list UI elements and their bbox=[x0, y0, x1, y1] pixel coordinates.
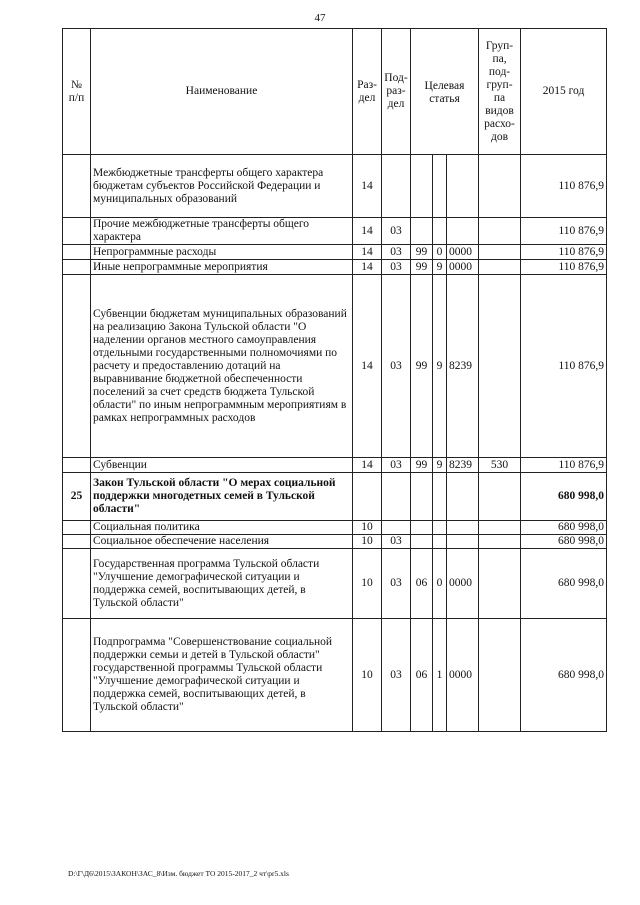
row-amount: 110 876,9 bbox=[521, 458, 607, 473]
row-amount: 110 876,9 bbox=[521, 218, 607, 245]
row-podrazdel: 03 bbox=[382, 275, 411, 458]
row-cs-direction bbox=[447, 155, 479, 218]
row-cs-program bbox=[411, 473, 433, 521]
budget-table bbox=[62, 28, 607, 732]
row-name: Непрограммные расходы bbox=[91, 245, 353, 260]
row-gruppa bbox=[479, 275, 521, 458]
row-cs-direction bbox=[447, 521, 479, 535]
table-row bbox=[63, 245, 607, 260]
header-celevaya-statya: Целевая статья bbox=[411, 29, 479, 155]
row-cs-direction bbox=[447, 218, 479, 245]
row-cs-program: 06 bbox=[411, 619, 433, 732]
row-number bbox=[63, 245, 91, 260]
header-gruppa: Груп- па, под- груп- па видов расхо- дов bbox=[479, 29, 521, 155]
page-number: 47 bbox=[314, 12, 326, 24]
row-name: Субвенции бюджетам муниципальных образований на реализацию Закона Тульской области "О наделении органов местного самоуправления отдельными государственными полномочиями по расчету и предоставлению дотаций на выравнивание бюджетной обеспеченности поселений за счет средств бюджета Тульской области" по иным непрограммным мероприятиям в рамках непрограммных расходов bbox=[91, 275, 353, 458]
row-cs-subprogram: 0 bbox=[433, 549, 447, 619]
row-razdel: 14 bbox=[353, 458, 382, 473]
row-gruppa bbox=[479, 260, 521, 275]
row-number bbox=[63, 535, 91, 549]
table-header-row bbox=[63, 29, 607, 155]
row-amount: 110 876,9 bbox=[521, 155, 607, 218]
table-row bbox=[63, 155, 607, 218]
row-cs-program: 99 bbox=[411, 275, 433, 458]
row-razdel: 14 bbox=[353, 155, 382, 218]
row-cs-direction: 8239 bbox=[447, 275, 479, 458]
table-row bbox=[63, 458, 607, 473]
row-podrazdel: 03 bbox=[382, 549, 411, 619]
table-row bbox=[63, 275, 607, 458]
row-podrazdel bbox=[382, 155, 411, 218]
row-cs-program bbox=[411, 218, 433, 245]
row-gruppa bbox=[479, 549, 521, 619]
row-name: Межбюджетные трансферты общего характера бюджетам субъектов Российской Федерации и муниципальных образований bbox=[91, 155, 353, 218]
row-razdel: 10 bbox=[353, 521, 382, 535]
row-cs-program: 06 bbox=[411, 549, 433, 619]
row-razdel: 14 bbox=[353, 260, 382, 275]
row-amount: 680 998,0 bbox=[521, 619, 607, 732]
file-path-footer: D:\Г\Д6\2015\ЗАКОН\ЗАС_8\Изм. бюджет ТО 2015-2017_2 чт\pr5.xls bbox=[68, 869, 289, 878]
row-cs-subprogram: 1 bbox=[433, 619, 447, 732]
row-podrazdel: 03 bbox=[382, 619, 411, 732]
row-amount: 110 876,9 bbox=[521, 245, 607, 260]
table-row bbox=[63, 473, 607, 521]
table-row bbox=[63, 535, 607, 549]
row-number: 25 bbox=[63, 473, 91, 521]
row-cs-program bbox=[411, 535, 433, 549]
row-name: Социальное обеспечение населения bbox=[91, 535, 353, 549]
row-cs-subprogram bbox=[433, 473, 447, 521]
row-cs-direction: 0000 bbox=[447, 549, 479, 619]
table-row bbox=[63, 521, 607, 535]
row-gruppa bbox=[479, 535, 521, 549]
row-podrazdel: 03 bbox=[382, 245, 411, 260]
row-number bbox=[63, 218, 91, 245]
row-amount: 110 876,9 bbox=[521, 275, 607, 458]
row-podrazdel: 03 bbox=[382, 260, 411, 275]
row-cs-program: 99 bbox=[411, 245, 433, 260]
row-name: Подпрограмма "Совершенствование социальной поддержки семьи и детей в Тульской области" государственной программы Тульской области "Улучшение демографической ситуации и поддержка семей, воспитывающих детей, в Тульской области" bbox=[91, 619, 353, 732]
row-cs-program bbox=[411, 155, 433, 218]
row-cs-direction: 0000 bbox=[447, 260, 479, 275]
row-gruppa bbox=[479, 473, 521, 521]
row-razdel: 10 bbox=[353, 535, 382, 549]
row-cs-direction: 8239 bbox=[447, 458, 479, 473]
row-number bbox=[63, 260, 91, 275]
row-cs-program bbox=[411, 521, 433, 535]
table-row bbox=[63, 549, 607, 619]
row-podrazdel bbox=[382, 521, 411, 535]
row-cs-subprogram: 9 bbox=[433, 260, 447, 275]
row-cs-direction: 0000 bbox=[447, 619, 479, 732]
row-amount: 680 998,0 bbox=[521, 535, 607, 549]
row-cs-direction bbox=[447, 473, 479, 521]
header-razdel: Раз- дел bbox=[353, 29, 382, 155]
row-cs-program: 99 bbox=[411, 260, 433, 275]
row-razdel: 14 bbox=[353, 275, 382, 458]
row-cs-direction bbox=[447, 535, 479, 549]
row-name: Иные непрограммные мероприятия bbox=[91, 260, 353, 275]
row-cs-subprogram bbox=[433, 155, 447, 218]
header-num: № п/п bbox=[63, 29, 91, 155]
row-gruppa bbox=[479, 218, 521, 245]
header-podrazdel: Под- раз- дел bbox=[382, 29, 411, 155]
row-amount: 680 998,0 bbox=[521, 521, 607, 535]
header-name: Наименование bbox=[91, 29, 353, 155]
row-razdel: 14 bbox=[353, 218, 382, 245]
row-cs-subprogram: 9 bbox=[433, 458, 447, 473]
row-cs-subprogram bbox=[433, 218, 447, 245]
row-amount: 110 876,9 bbox=[521, 260, 607, 275]
row-cs-subprogram: 9 bbox=[433, 275, 447, 458]
row-number bbox=[63, 275, 91, 458]
row-name: Социальная политика bbox=[91, 521, 353, 535]
row-razdel bbox=[353, 473, 382, 521]
table-row bbox=[63, 260, 607, 275]
row-gruppa bbox=[479, 619, 521, 732]
row-number bbox=[63, 155, 91, 218]
row-gruppa bbox=[479, 245, 521, 260]
row-number bbox=[63, 619, 91, 732]
row-gruppa bbox=[479, 521, 521, 535]
row-podrazdel: 03 bbox=[382, 218, 411, 245]
row-gruppa: 530 bbox=[479, 458, 521, 473]
row-cs-program: 99 bbox=[411, 458, 433, 473]
row-podrazdel: 03 bbox=[382, 458, 411, 473]
row-cs-direction: 0000 bbox=[447, 245, 479, 260]
row-gruppa bbox=[479, 155, 521, 218]
row-razdel: 10 bbox=[353, 549, 382, 619]
row-amount: 680 998,0 bbox=[521, 549, 607, 619]
row-amount: 680 998,0 bbox=[521, 473, 607, 521]
row-cs-subprogram bbox=[433, 521, 447, 535]
row-razdel: 10 bbox=[353, 619, 382, 732]
table-row bbox=[63, 619, 607, 732]
header-year: 2015 год bbox=[521, 29, 607, 155]
row-number bbox=[63, 458, 91, 473]
row-podrazdel: 03 bbox=[382, 535, 411, 549]
row-name: Государственная программа Тульской области "Улучшение демографической ситуации и поддержка семей, воспитывающих детей, в Тульской области" bbox=[91, 549, 353, 619]
row-number bbox=[63, 549, 91, 619]
row-cs-subprogram bbox=[433, 535, 447, 549]
row-name: Прочие межбюджетные трансферты общего характера bbox=[91, 218, 353, 245]
row-name: Субвенции bbox=[91, 458, 353, 473]
row-podrazdel bbox=[382, 473, 411, 521]
row-cs-subprogram: 0 bbox=[433, 245, 447, 260]
row-number bbox=[63, 521, 91, 535]
row-razdel: 14 bbox=[353, 245, 382, 260]
table-row bbox=[63, 218, 607, 245]
row-name: Закон Тульской области "О мерах социальной поддержки многодетных семей в Тульской области" bbox=[91, 473, 353, 521]
